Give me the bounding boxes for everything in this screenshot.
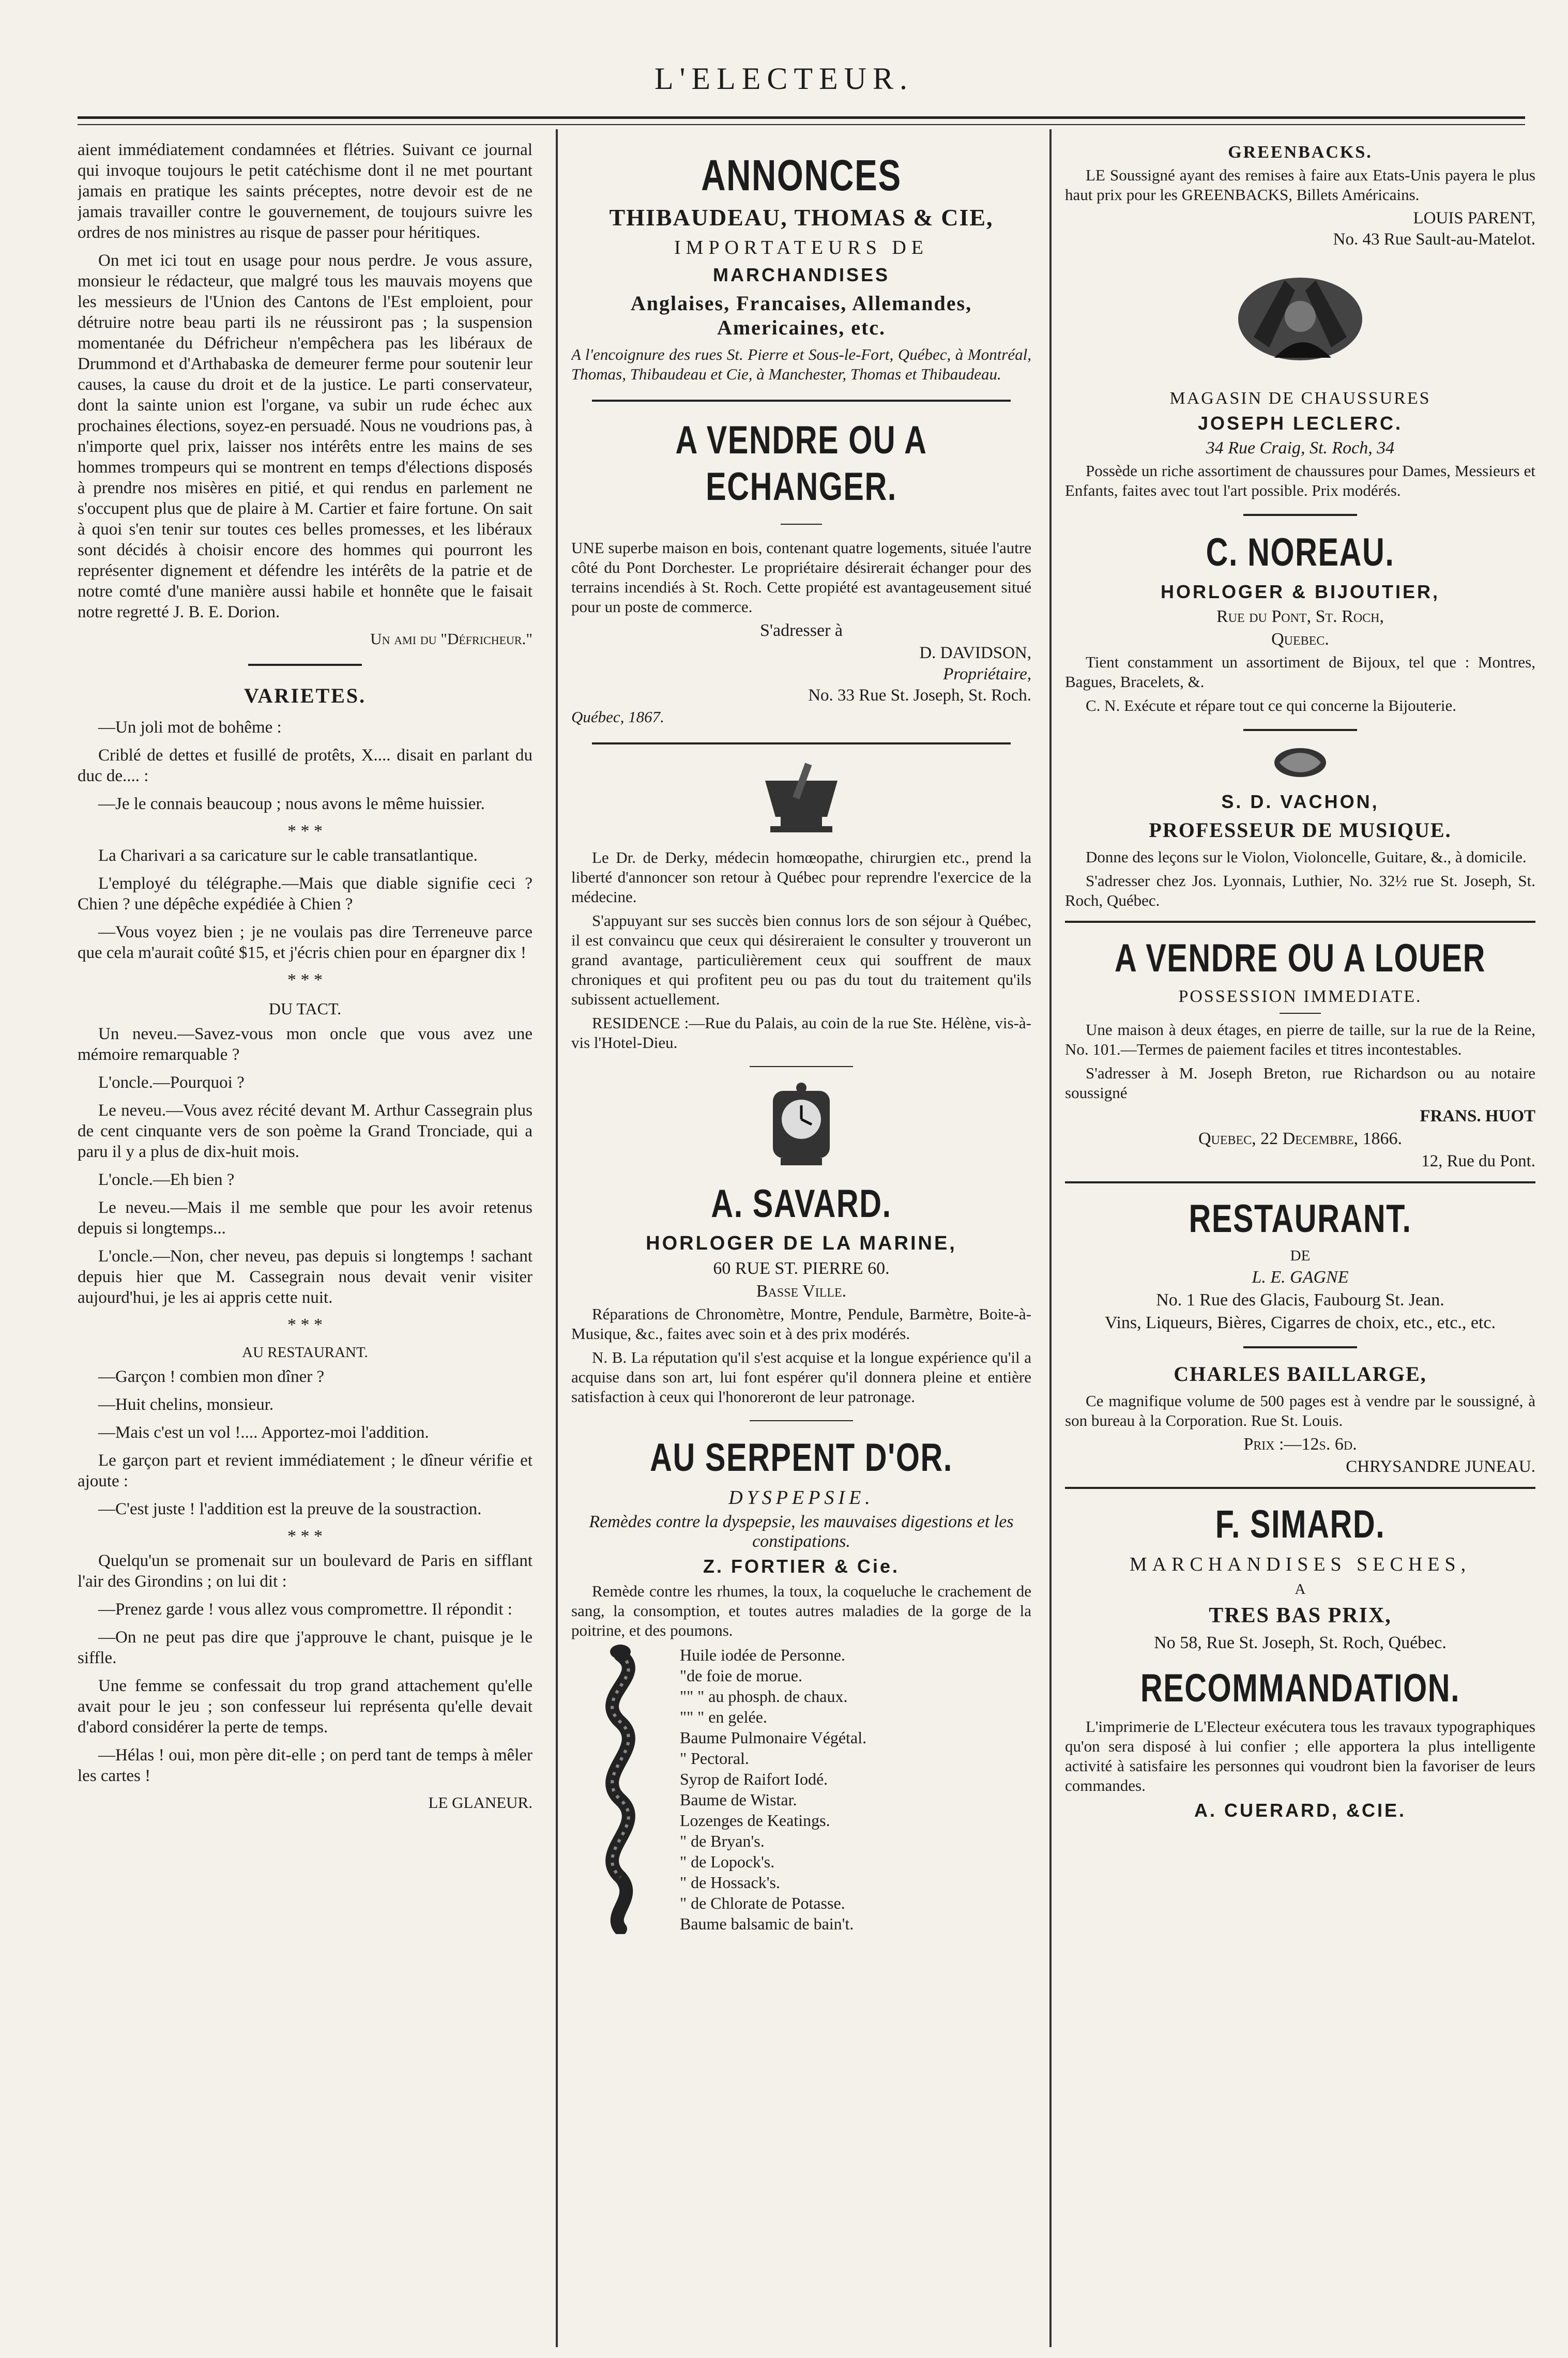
- recommandation-body: L'imprimerie de L'Electeur exécutera tous les travaux typographiques qu'on sera disposé à lui confier ; elle apportera la plus intelligente activité à satisfaire les personnes qui voudront bien la favoriser de leurs commandes.: [1065, 1717, 1535, 1794]
- simard-trade: MARCHANDISES SECHES,: [1129, 1554, 1471, 1575]
- remedies-block: [571, 1645, 1031, 1934]
- dialogue-line: —C'est juste ! l'addition est la preuve de la soustraction.: [98, 1500, 482, 1518]
- column-rule: [1049, 129, 1052, 2347]
- louer-name: FRANS. HUOT: [1420, 1107, 1535, 1125]
- dialogue-line: L'oncle.—Non, cher neveu, pas depuis si longtemps ! sachant depuis hier que M. Cassegrain nous devait venir visiter aujourd'hui, je les ai appris cette nuit.: [78, 1247, 532, 1307]
- dialogue-line: —Mais c'est un vol !.... Apportez-moi l'addition.: [98, 1423, 429, 1442]
- restaurant-name: L. E. GAGNE: [1252, 1268, 1349, 1287]
- savard-address: 60 RUE ST. PIERRE 60.: [713, 1259, 890, 1278]
- annonces-heading: ANNONCES: [701, 151, 902, 200]
- vachon-trade: PROFESSEUR DE MUSIQUE.: [1149, 818, 1452, 842]
- dialogue-line: L'oncle.—Eh bien ?: [98, 1170, 235, 1189]
- noreau-trade: HORLOGER & BIJOUTIER,: [1160, 581, 1440, 602]
- divider: [1065, 921, 1535, 923]
- vendre-body: UNE superbe maison en bois, contenant quatre logements, située l'autre côté du Pont Dorchester. Le propriétaire désirerait échanger pour des terrains incendiés à St. Roch. Cette propiété est avantageusement situé pour un poste de commerce.: [571, 539, 1031, 616]
- savard-ville: Basse Ville.: [756, 1282, 847, 1301]
- divider: [1280, 1013, 1321, 1014]
- divider: [1243, 729, 1357, 731]
- restaurant-items: Vins, Liqueurs, Bières, Cigarres de choix, etc., etc., etc.: [1104, 1313, 1496, 1332]
- divider: [1243, 514, 1357, 516]
- marchandises-label: MARCHANDISES: [712, 264, 890, 285]
- restaurant-address: No. 1 Rue des Glacis, Faubourg St. Jean.: [1156, 1290, 1444, 1310]
- anecdote-line: Une femme se confessait du trop grand attachement qu'elle avait pour le jeu ; son confesseur lui représenta qu'elle devait d'abord considérer la perte de temps.: [78, 1677, 532, 1737]
- louer-body: Une maison à deux étages, en pierre de taille, sur la rue de la Reine, No. 101.—Termes de paiement faciles et titres incontestables.: [1065, 1021, 1535, 1058]
- baillarge-body: Ce magnifique volume de 500 pages est à vendre par le soussigné, à son bureau à la Corporation. Rue St. Louis.: [1065, 1392, 1535, 1429]
- divider: [1065, 1181, 1535, 1183]
- vendre-date: Québec, 1867.: [571, 708, 664, 726]
- savard-nb: N. B. La réputation qu'il s'est acquise et la longue expérience qu'il a acquise dans son art, lui font espérer qu'il donnera pleine et entière satisfaction à ceux qui l'honoreront de leur patronage.: [571, 1348, 1031, 1406]
- vachon-body: Donne des leçons sur le Violon, Violoncelle, Guitare, &., à domicile.: [1086, 848, 1527, 866]
- clock-icon: [763, 1081, 840, 1168]
- thibaudeau-name: THIBAUDEAU, THOMAS & CIE,: [609, 204, 994, 231]
- anecdote-line: —Hélas ! oui, mon père dit-elle ; on perd tant de temps à mêler les cartes !: [78, 1746, 532, 1785]
- derky-body: S'appuyant sur ses succès bien connus lors de son séjour à Québec, il est convaincu que ceux qui désireraient le consulter y trouveront un grand avantage, particulièrement ceux qui souffrent de maux chroniques et qui profitent peu ou pas du tout du traitement qu'ils subissent actuellement.: [571, 911, 1031, 1008]
- louer-date: Quebec, 22 Decembre, 1866.: [1198, 1129, 1403, 1148]
- louer-address: 12, Rue du Pont.: [1421, 1152, 1535, 1170]
- noreau-address: Rue du Pont, St. Roch,: [1216, 607, 1384, 626]
- restaurant-de: DE: [1290, 1248, 1311, 1264]
- vendre-role: Propriétaire,: [943, 665, 1031, 683]
- divider: [248, 664, 362, 666]
- baillarge-heading: CHARLES BAILLARGE,: [1174, 1362, 1427, 1386]
- savard-name: A. SAVARD.: [711, 1182, 892, 1226]
- remedy-item: Baume de Wistar.: [680, 1790, 797, 1809]
- asterism: * * *: [287, 1315, 323, 1334]
- remedy-item: Lozenges de Keatings.: [680, 1811, 830, 1830]
- divider: [1065, 1487, 1535, 1489]
- mortar-pestle-icon: [750, 760, 853, 838]
- noreau-body: Tient constamment un assortiment de Bijoux, tel que : Montres, Bagues, Bracelets, &.: [1065, 653, 1535, 691]
- divider: [592, 400, 1011, 402]
- remedies-list: [571, 1645, 1031, 1934]
- divider: [1243, 1346, 1357, 1348]
- dialogue-line: —Garçon ! combien mon dîner ?: [98, 1367, 325, 1386]
- anecdote-line: —On ne peut pas dire que j'approuve le chant, puisque je le siffle.: [78, 1628, 532, 1667]
- louer-subheading: POSSESSION IMMEDIATE.: [1178, 987, 1422, 1006]
- column-middle: [571, 140, 1031, 2332]
- remede-body: Remède contre les rhumes, la toux, la coqueluche le crachement de sang, la consomption, et toutes autres maladies de la gorge de la poitrine, et des poumons.: [571, 1582, 1031, 1639]
- column-left: [78, 140, 532, 2332]
- remedy-item: Baume balsamic de bain't.: [680, 1914, 854, 1933]
- noreau-body: C. N. Exécute et répare tout ce qui concerne la Bijouterie.: [1086, 696, 1456, 714]
- dialogue-line: —Huit chelins, monsieur.: [98, 1395, 274, 1414]
- anecdote-line: Quelqu'un se promenait sur un boulevard de Paris en sifflant l'air des Girondins ; on lui dit :: [78, 1551, 532, 1591]
- dyspepsie-label: DYSPEPSIE.: [728, 1487, 874, 1509]
- letter-paragraph: On met ici tout en usage pour nous perdre. Je vous assure, monsieur le rédacteur, que malgré tous les mauvais moyens que les messieurs de l'Union des Cantons de l'Est emploient, pour détruire notre beau parti ils ne réussiront pas ; la suspension momentanée du Défricheur n'empêchera pas les libéraux de Drummond et d'Arthabaska de demeurer ferme pour soutenir leur causes, la cause du droit et de la justice. Le parti conservateur, dont la sainte union est l'organe, va subir un rude échec aux prochaines élections, soyez-en persuadé. Nous ne voudrions pas, à n'importe quel prix, laisser nos intérêts entre les mains de ses hommes trompeurs qui se montrent en temps d'élections disposés à prendre nos misères en pitié, et qui rendus en parlement ne s'occupent plus que de plaire à M. Cartier et faire fortune. On sait à quoi s'en tenir sur toutes ces belles promesses, et les libéraux sont décidés à choisir encore des hommes qui pourront les représenter dignement et défendre les intérêts de la patrie et de notre comté d'une manière aussi habile et honnête que le faisait notre regretté J. B. E. Dorion.: [78, 251, 532, 621]
- leclerc-name: JOSEPH LECLERC.: [1197, 413, 1403, 434]
- asterism: * * *: [287, 1527, 323, 1546]
- dialogue-line: Un neveu.—Savez-vous mon oncle que vous avez une mémoire remarquable ?: [78, 1025, 532, 1064]
- varietes-heading: VARIETES.: [243, 684, 367, 707]
- letter-signature: Un ami du "Défricheur.": [370, 630, 532, 648]
- vachon-body: S'adresser chez Jos. Lyonnais, Luthier, No. 32½ rue St. Joseph, St. Roch, Québec.: [1065, 872, 1535, 909]
- greenbacks-address: No. 43 Rue Sault-au-Matelot.: [1333, 230, 1535, 249]
- recommandation-heading: RECOMMANDATION.: [1140, 1666, 1460, 1710]
- vendre-adresser: S'adresser à: [759, 621, 843, 640]
- varietes-line: —Un joli mot de bohême :: [98, 718, 282, 737]
- recommandation-name: A. CUERARD, &CIE.: [1194, 1800, 1407, 1821]
- vendre-address: No. 33 Rue St. Joseph, St. Roch.: [808, 686, 1031, 705]
- masthead: L'ELECTEUR.: [654, 62, 914, 96]
- letter-paragraph: aient immédiatement condamnées et flétries. Suivant ce journal qui invoque toujours le petit catéchisme dont il ne met pourtant jamais en pratique les saints préceptes, notre devoir est de ne jamais travailler contre le gouvernement, de toujours suivre les ordres de nos ministres au risque de passer pour héritiques.: [78, 141, 532, 242]
- savard-trade: HORLOGER DE LA MARINE,: [646, 1233, 957, 1254]
- au-restaurant-heading: AU RESTAURANT.: [242, 1344, 368, 1361]
- thibaudeau-address: A l'encoignure des rues St. Pierre et Sous-le-Fort, Québec, à Montréal, Thomas, Thibaudeau et Cie, à Manchester, Thomas et Thibaudeau.: [571, 345, 1031, 383]
- varietes-line: Criblé de dettes et fusillé de protêts, X.... disait en parlant du duc de.... :: [78, 746, 532, 785]
- asterism: * * *: [287, 822, 323, 841]
- leclerc-body: Possède un riche assortiment de chaussures pour Dames, Messieurs et Enfants, faites avec tout l'art possible. Prix modérés.: [1065, 462, 1535, 499]
- remedy-item: " Pectoral.: [680, 1749, 749, 1768]
- noreau-city: Quebec.: [1271, 630, 1329, 649]
- greenbacks-body: LE Soussigné ayant des remises à faire aux Etats-Unis payera le plus haut prix pour les GREENBACKS, Billets Américains.: [1065, 166, 1535, 204]
- glaneur-signature: LE GLANEUR.: [428, 1793, 532, 1812]
- dialogue-line: L'oncle.—Pourquoi ?: [98, 1073, 245, 1092]
- vendre-echanger-heading: A VENDRE OU A ECHANGER.: [675, 418, 927, 509]
- dialogue-line: Le neveu.—Vous avez récité devant M. Arthur Cassegrain plus de cent cinquante vers de son poème la Grand Tronciade, qui a paru il y a plus de dix-huit mois.: [78, 1101, 532, 1161]
- du-tact-heading: DU TACT.: [268, 999, 342, 1018]
- importateurs-label: IMPORTATEURS DE: [674, 237, 928, 258]
- vendre-louer-heading: A VENDRE OU A LOUER: [1115, 936, 1486, 980]
- restaurant-heading: RESTAURANT.: [1189, 1197, 1412, 1241]
- vendre-name: D. DAVIDSON,: [919, 644, 1031, 662]
- divider: [750, 1420, 853, 1421]
- noreau-name: C. NOREAU.: [1206, 530, 1395, 574]
- remedy-item: " de Lopock's.: [680, 1852, 775, 1871]
- shoes-icon: [1223, 260, 1378, 378]
- remedy-item: Baume Pulmonaire Végétal.: [680, 1728, 867, 1747]
- simard-name: F. SIMARD.: [1215, 1502, 1386, 1546]
- dialogue-line: Le neveu.—Mais il me semble que pour les avoir retenus depuis si longtemps...: [78, 1198, 532, 1238]
- remedy-item: "" " au phosph. de chaux.: [680, 1687, 848, 1706]
- remedy-item: " de Hossack's.: [680, 1873, 780, 1892]
- remedy-item: Huile iodée de Personne.: [680, 1646, 845, 1664]
- simard-a: A: [1295, 1581, 1306, 1598]
- violin-ornament-icon: [1269, 744, 1331, 781]
- varietes-line: La Charivari a sa caricature sur le cable transatlantique.: [98, 846, 478, 865]
- remedy-item: "de foie de morue.: [680, 1666, 802, 1685]
- dialogue-line: Le garçon part et revient immédiatement ; le dîneur vérifie et ajoute :: [78, 1451, 532, 1490]
- varietes-line: —Vous voyez bien ; je ne voulais pas dire Terreneuve parce que cela m'aurait coûté $15, et j'écris chien pour en épargner dix !: [78, 923, 532, 962]
- asterism: * * *: [287, 970, 323, 990]
- baillarge-name: CHRYSANDRE JUNEAU.: [1346, 1457, 1535, 1476]
- anecdote-line: —Prenez garde ! vous allez vous compromettre. Il répondit :: [98, 1600, 512, 1619]
- simard-address: No 58, Rue St. Joseph, St. Roch, Québec.: [1154, 1633, 1447, 1652]
- louer-body: S'adresser à M. Joseph Breton, rue Richardson ou au notaire soussigné: [1065, 1064, 1535, 1102]
- varietes-line: L'employé du télégraphe.—Mais que diable signifie ceci ? Chien ? une dépêche expédiée à Chien ?: [78, 874, 532, 914]
- remedy-item: "" " en gelée.: [680, 1708, 767, 1726]
- remedy-item: " de Chlorate de Potasse.: [680, 1894, 845, 1912]
- column-right: [1065, 140, 1535, 2332]
- header-rule: [78, 116, 1525, 125]
- divider: [781, 524, 822, 525]
- greenbacks-heading: GREENBACKS.: [1228, 143, 1373, 162]
- derky-intro: Le Dr. de Derky, médecin homœopathe, chirurgien etc., prend la liberté d'annoncer son retour à Québec pour reprendre l'exercice de la médecine.: [571, 848, 1031, 906]
- remedy-item: " de Bryan's.: [680, 1832, 765, 1850]
- remedes-line: Remèdes contre la dyspepsie, les mauvaises digestions et les constipations.: [589, 1512, 1014, 1551]
- serpent-heading: AU SERPENT D'OR.: [650, 1436, 953, 1480]
- divider: [750, 1066, 853, 1067]
- vachon-name: S. D. VACHON,: [1221, 791, 1379, 812]
- varietes-line: —Je le connais beaucoup ; nous avons le même huissier.: [98, 795, 485, 813]
- origins-line: Anglaises, Francaises, Allemandes, Americaines, etc.: [630, 292, 972, 339]
- chaussures-heading: MAGASIN DE CHAUSSURES: [1169, 389, 1431, 408]
- fortier-name: Z. FORTIER & Cie.: [703, 1556, 900, 1577]
- derky-residence: RESIDENCE :—Rue du Palais, au coin de la rue Ste. Hélène, vis-à-vis l'Hotel-Dieu.: [571, 1014, 1031, 1052]
- baillarge-price: Prix :—12s. 6d.: [1243, 1435, 1357, 1454]
- simard-price: TRES BAS PRIX,: [1209, 1604, 1392, 1627]
- divider: [592, 742, 1011, 744]
- remedy-item: Syrop de Raifort Iodé.: [680, 1770, 828, 1788]
- leclerc-address: 34 Rue Craig, St. Roch, 34: [1206, 438, 1395, 458]
- column-rule: [556, 129, 558, 2347]
- greenbacks-name: LOUIS PARENT,: [1413, 209, 1535, 227]
- savard-body: Réparations de Chronomètre, Montre, Pendule, Barmètre, Boite-à-Musique, &c., faites avec soin et à des prix modérés.: [571, 1305, 1031, 1343]
